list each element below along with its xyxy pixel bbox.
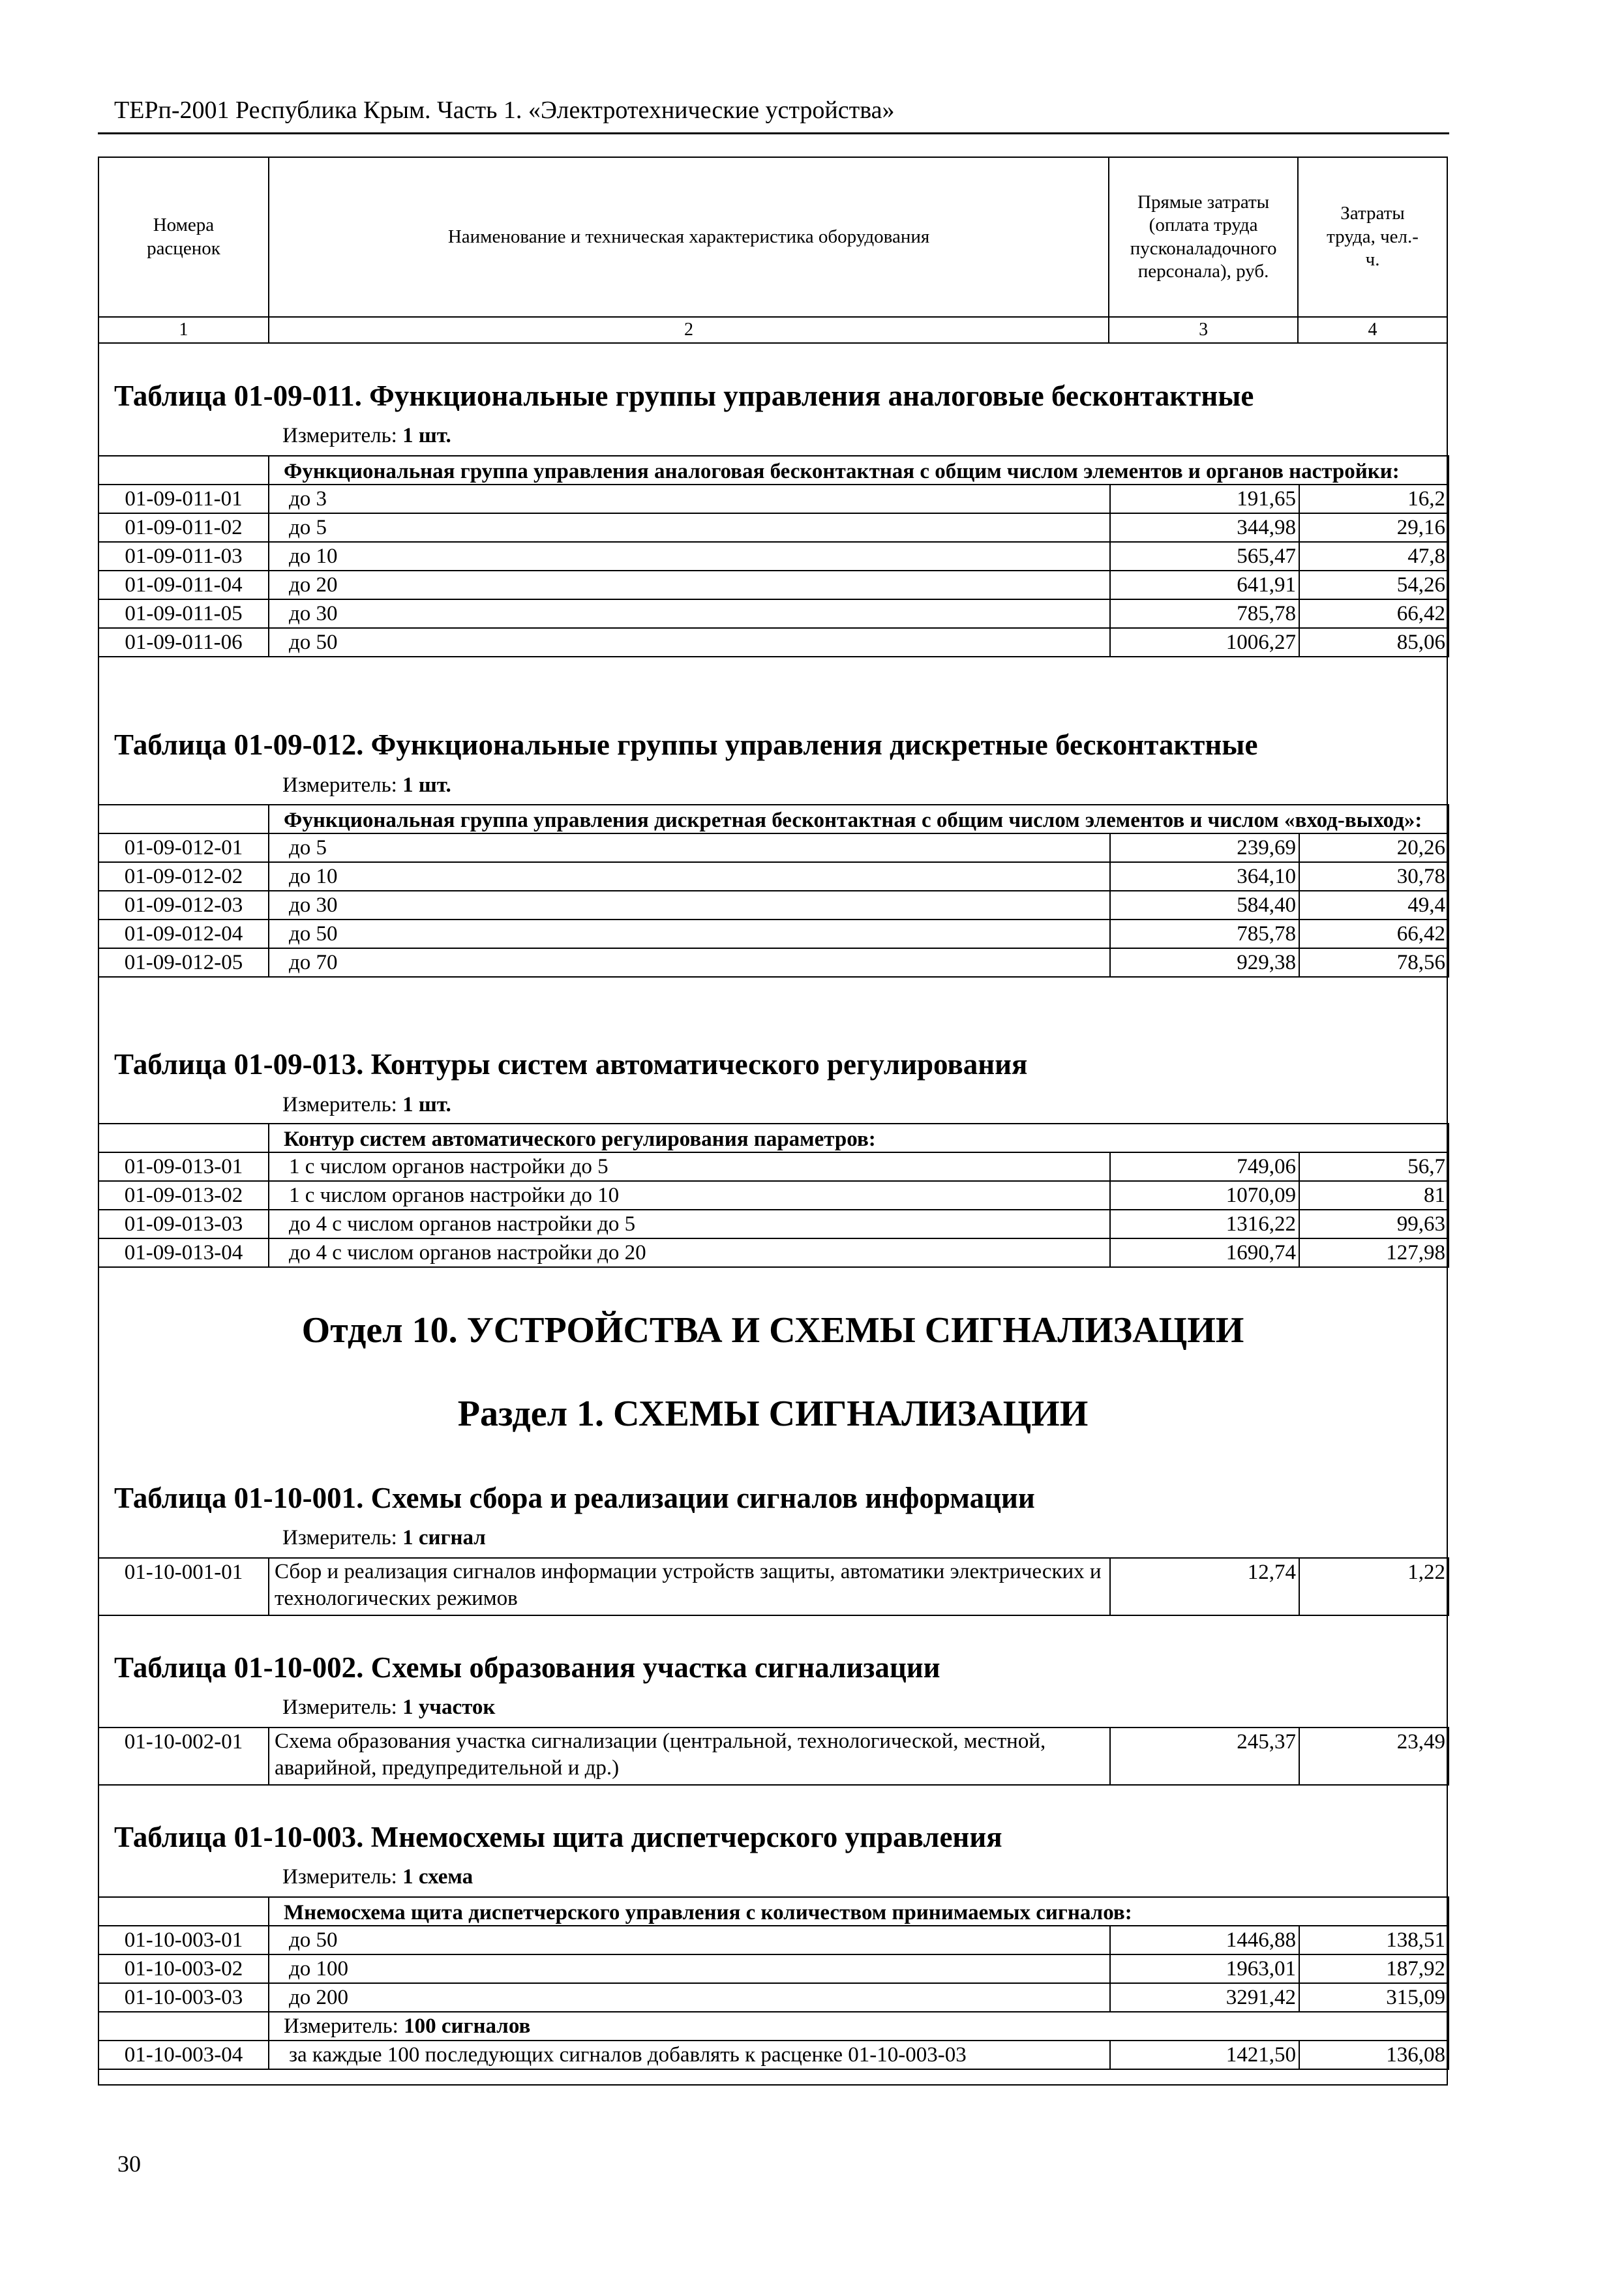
rate-labor: 187,92 — [1299, 1954, 1449, 1983]
table-row — [98, 1558, 1449, 1615]
rate-code: 01-09-013-01 — [98, 1152, 269, 1181]
measure-label: Измеритель: — [282, 424, 397, 447]
rate-cost: 1690,74 — [1110, 1238, 1299, 1267]
measure-line — [282, 1866, 473, 1888]
measure-label: Измеритель: — [282, 1865, 397, 1889]
rates-table-012 — [98, 804, 1449, 978]
header-col-labor: Затраты труда, чел.-ч. — [1298, 157, 1447, 317]
rate-cost: 1070,09 — [1110, 1181, 1299, 1210]
rate-labor: 85,06 — [1299, 628, 1449, 657]
table-title: Таблица 01-10-002. Схемы образования участка сигнализации — [114, 1651, 940, 1684]
rate-code: 01-09-013-03 — [98, 1210, 269, 1238]
rate-name: за каждые 100 последующих сигналов добавлять к расценке 01-10-003-03 — [269, 2041, 1110, 2069]
rate-cost: 1421,50 — [1110, 2041, 1299, 2069]
measure-value: 1 участок — [402, 1696, 496, 1719]
rate-labor: 1,22 — [1299, 1558, 1449, 1615]
table-title: Таблица 01-09-012. Функциональные группы управления дискретные бесконтактные — [114, 728, 1258, 761]
rate-code: 01-09-013-02 — [98, 1181, 269, 1210]
rate-labor: 47,8 — [1299, 542, 1449, 571]
rate-cost: 191,65 — [1110, 485, 1299, 513]
rate-name: до 10 — [269, 862, 1110, 891]
table-row — [98, 1152, 1449, 1181]
rates-table-10-001 — [98, 1557, 1449, 1616]
table-subheading: Функциональная группа управления аналоговая бесконтактная с общим числом элементов и органов настройки: — [269, 456, 1449, 485]
rate-code: 01-09-012-02 — [98, 862, 269, 891]
rate-code: 01-09-012-03 — [98, 891, 269, 920]
header-num-1: 1 — [98, 317, 269, 343]
rate-name: до 30 — [269, 891, 1110, 920]
rate-name: до 10 — [269, 542, 1110, 571]
table-row — [98, 1728, 1449, 1785]
table-subheading: Функциональная группа управления дискретная бесконтактная с общим числом элементов и числом «вход-выход»: — [269, 805, 1449, 833]
table-row — [98, 1926, 1449, 1954]
rate-labor: 315,09 — [1299, 1983, 1449, 2012]
rate-code: 01-09-013-04 — [98, 1238, 269, 1267]
rate-cost: 344,98 — [1110, 513, 1299, 542]
rate-name: до 70 — [269, 948, 1110, 977]
table-row — [98, 833, 1449, 862]
rate-cost: 12,74 — [1110, 1558, 1299, 1615]
table-title: Таблица 01-09-013. Контуры систем автоматического регулирования — [114, 1048, 1028, 1081]
rate-cost: 785,78 — [1110, 599, 1299, 628]
rate-name: до 50 — [269, 920, 1110, 948]
page-number: 30 — [117, 2151, 141, 2177]
measure-label: Измеритель: — [282, 773, 397, 797]
table-row — [98, 891, 1449, 920]
rate-code: 01-10-003-01 — [98, 1926, 269, 1954]
table-row — [98, 628, 1449, 657]
rates-table-10-003 — [98, 1896, 1449, 2070]
rate-code: 01-09-011-03 — [98, 542, 269, 571]
rate-cost: 565,47 — [1110, 542, 1299, 571]
rate-name: 1 с числом органов настройки до 10 — [269, 1181, 1110, 1210]
rate-name: до 5 — [269, 513, 1110, 542]
rate-code: 01-10-002-01 — [98, 1728, 269, 1785]
header-rule — [98, 132, 1449, 134]
table-row — [98, 948, 1449, 977]
rate-labor: 54,26 — [1299, 571, 1449, 599]
rate-labor: 20,26 — [1299, 833, 1449, 862]
rate-labor: 29,16 — [1299, 513, 1449, 542]
table-row — [98, 1954, 1449, 1983]
rate-name: до 4 с числом органов настройки до 20 — [269, 1238, 1110, 1267]
table-row — [98, 920, 1449, 948]
rate-name: до 20 — [269, 571, 1110, 599]
measure-line — [282, 1094, 451, 1116]
rate-code: 01-09-011-02 — [98, 513, 269, 542]
rate-labor: 78,56 — [1299, 948, 1449, 977]
rate-name: Сбор и реализация сигналов информации устройств защиты, автоматики электрических и технологических режимов — [269, 1558, 1110, 1615]
header-col-name: Наименование и техническая характеристика оборудования — [269, 157, 1109, 317]
header-num-2: 2 — [269, 317, 1109, 343]
rate-labor: 81 — [1299, 1181, 1449, 1210]
table-subheading: Мнемосхема щита диспетчерского управления с количеством принимаемых сигналов: — [269, 1897, 1449, 1926]
section-heading: Раздел 1. СХЕМЫ СИГНАЛИЗАЦИИ — [457, 1394, 1089, 1434]
rate-labor: 127,98 — [1299, 1238, 1449, 1267]
table-row — [98, 513, 1449, 542]
measure-value: 1 сигнал — [402, 1526, 486, 1549]
rate-name: до 100 — [269, 1954, 1110, 1983]
rate-cost: 3291,42 — [1110, 1983, 1299, 2012]
table-row — [98, 862, 1449, 891]
rate-name: 1 с числом органов настройки до 5 — [269, 1152, 1110, 1181]
table-row — [98, 542, 1449, 571]
table-row — [98, 1983, 1449, 2012]
rates-table-013 — [98, 1123, 1449, 1268]
rate-name: до 50 — [269, 628, 1110, 657]
measure-label: Измеритель: — [282, 1526, 397, 1549]
header-num-3: 3 — [1109, 317, 1298, 343]
rates-table-10-002 — [98, 1727, 1449, 1786]
rate-code: 01-10-003-04 — [98, 2041, 269, 2069]
measure-line — [282, 775, 451, 796]
rate-cost: 749,06 — [1110, 1152, 1299, 1181]
rate-labor: 49,4 — [1299, 891, 1449, 920]
rate-cost: 641,91 — [1110, 571, 1299, 599]
table-row — [98, 1238, 1449, 1267]
rate-code: 01-10-001-01 — [98, 1558, 269, 1615]
table-title: Таблица 01-10-003. Мнемосхемы щита диспетчерского управления — [114, 1821, 1002, 1853]
header-num-4: 4 — [1298, 317, 1447, 343]
column-header-table — [98, 157, 1448, 344]
rate-labor: 56,7 — [1299, 1152, 1449, 1181]
rate-code: 01-09-012-05 — [98, 948, 269, 977]
rate-name: до 3 — [269, 485, 1110, 513]
rate-cost: 364,10 — [1110, 862, 1299, 891]
measure-label: Измеритель: — [284, 2014, 398, 2038]
rate-name: до 200 — [269, 1983, 1110, 2012]
rate-labor: 16,2 — [1299, 485, 1449, 513]
header-col-cost: Прямые затраты (оплата труда пусконаладочного персонала), руб. — [1109, 157, 1298, 317]
measure-line — [269, 2012, 1449, 2041]
rate-cost: 584,40 — [1110, 891, 1299, 920]
table-row — [98, 485, 1449, 513]
table-row — [98, 571, 1449, 599]
measure-value: 1 шт. — [402, 773, 451, 797]
table-row — [98, 2041, 1449, 2069]
measure-value: 1 шт. — [402, 1093, 451, 1116]
rate-labor: 30,78 — [1299, 862, 1449, 891]
rate-code: 01-09-012-01 — [98, 833, 269, 862]
table-row — [98, 599, 1449, 628]
rate-code: 01-09-011-05 — [98, 599, 269, 628]
rate-cost: 245,37 — [1110, 1728, 1299, 1785]
rate-cost: 785,78 — [1110, 920, 1299, 948]
measure-label: Измеритель: — [282, 1093, 397, 1116]
rate-code: 01-09-011-01 — [98, 485, 269, 513]
rates-table-011 — [98, 455, 1449, 657]
rate-code: 01-10-003-03 — [98, 1983, 269, 2012]
measure-label: Измеритель: — [282, 1696, 397, 1719]
rate-cost: 1963,01 — [1110, 1954, 1299, 1983]
rate-code: 01-09-011-06 — [98, 628, 269, 657]
rate-labor: 138,51 — [1299, 1926, 1449, 1954]
rate-cost: 1316,22 — [1110, 1210, 1299, 1238]
rate-labor: 23,49 — [1299, 1728, 1449, 1785]
header-col-codes: Номера расценок — [98, 157, 269, 317]
measure-line — [282, 1527, 486, 1549]
running-head: ТЕРп-2001 Республика Крым. Часть 1. «Электротехнические устройства» — [114, 97, 895, 124]
measure-value: 1 шт. — [402, 424, 451, 447]
rate-labor: 136,08 — [1299, 2041, 1449, 2069]
rate-name: до 30 — [269, 599, 1110, 628]
table-subheading: Контур систем автоматического регулирования параметров: — [269, 1124, 1449, 1152]
rate-cost: 1446,88 — [1110, 1926, 1299, 1954]
table-row — [98, 1181, 1449, 1210]
table-row — [98, 1210, 1449, 1238]
rate-labor: 66,42 — [1299, 920, 1449, 948]
rate-code: 01-09-012-04 — [98, 920, 269, 948]
measure-value: 1 схема — [402, 1865, 474, 1889]
measure-line — [282, 1697, 495, 1718]
rate-code: 01-10-003-02 — [98, 1954, 269, 1983]
department-heading: Отдел 10. УСТРОЙСТВА И СХЕМЫ СИГНАЛИЗАЦИИ — [301, 1310, 1244, 1351]
table-title: Таблица 01-10-001. Схемы сбора и реализации сигналов информации — [114, 1482, 1035, 1514]
rate-name: до 50 — [269, 1926, 1110, 1954]
rate-cost: 239,69 — [1110, 833, 1299, 862]
rate-cost: 1006,27 — [1110, 628, 1299, 657]
rate-name: до 5 — [269, 833, 1110, 862]
rate-labor: 66,42 — [1299, 599, 1449, 628]
rate-code: 01-09-011-04 — [98, 571, 269, 599]
rate-name: до 4 с числом органов настройки до 5 — [269, 1210, 1110, 1238]
rate-cost: 929,38 — [1110, 948, 1299, 977]
measure-value: 100 сигналов — [404, 2014, 531, 2038]
rate-labor: 99,63 — [1299, 1210, 1449, 1238]
rate-name: Схема образования участка сигнализации (центральной, технологической, местной, аварийной, предупредительной и др.) — [269, 1728, 1110, 1785]
measure-line — [282, 425, 451, 447]
table-title: Таблица 01-09-011. Функциональные группы управления аналоговые бесконтактные — [114, 380, 1254, 412]
